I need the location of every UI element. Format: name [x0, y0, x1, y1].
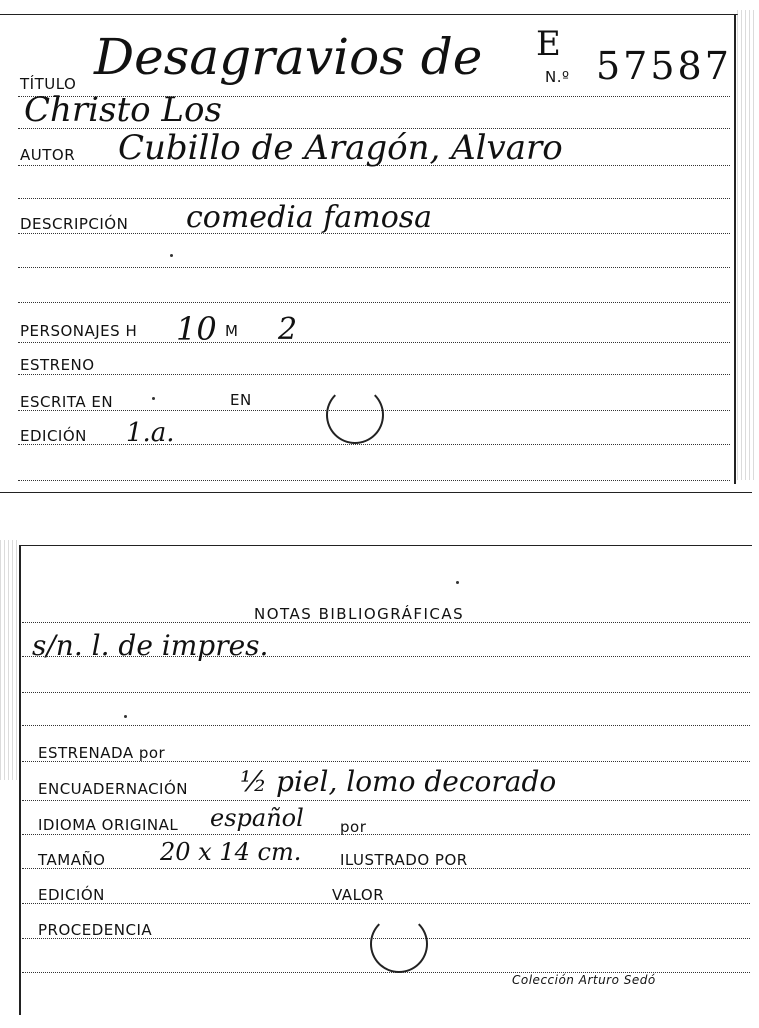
idioma-label: IDIOMA ORIGINAL	[38, 816, 179, 834]
back-card	[0, 495, 759, 1028]
idioma-por-label: por	[340, 818, 367, 836]
personajes-label: PERSONAJES H	[20, 322, 138, 340]
escrita-en-label: ESCRITA EN	[20, 393, 114, 411]
personajes-m-label: M	[225, 322, 239, 340]
notas-value: s/n. l. de impres.	[32, 629, 269, 662]
notas-heading: NOTAS BIBLIOGRÁFICAS	[254, 605, 465, 623]
rule-line	[18, 198, 730, 199]
front-right-border	[734, 14, 736, 484]
ilustrado-label: ILUSTRADO POR	[340, 851, 468, 869]
punch-hole	[326, 386, 384, 444]
procedencia-label: PROCEDENCIA	[38, 921, 153, 939]
rule-line	[22, 725, 750, 726]
descripcion-value: comedia famosa	[186, 200, 433, 235]
coleccion-stamp: Colección Arturo Sedó	[512, 973, 656, 987]
rule-line	[22, 834, 750, 835]
descripcion-label: DESCRIPCIÓN	[20, 215, 129, 233]
titulo-value-line1: Desagravios de	[94, 28, 483, 86]
titulo-label: TÍTULO	[20, 75, 77, 93]
personajes-h-value: 10	[176, 310, 217, 348]
rule-line	[22, 692, 750, 693]
tamano-value: 20 x 14 cm.	[160, 838, 302, 866]
speck	[152, 397, 155, 400]
encuadernacion-value: ½ piel, lomo decorado	[240, 765, 557, 798]
speck	[170, 254, 173, 257]
rule-line	[22, 903, 750, 904]
idioma-value: español	[210, 804, 304, 832]
edicion-value: 1.a.	[126, 418, 175, 448]
rule-line	[18, 342, 730, 343]
edicion-back-label: EDICIÓN	[38, 886, 105, 904]
en-label: EN	[230, 391, 252, 409]
back-edge-texture	[0, 540, 18, 780]
speck	[124, 715, 127, 718]
front-top-border	[0, 14, 738, 15]
titulo-value-line2: Christo Los	[24, 90, 222, 130]
rule-line	[22, 800, 750, 801]
rule-line	[18, 302, 730, 303]
valor-label: VALOR	[332, 886, 385, 904]
front-edge-texture	[737, 10, 757, 480]
marker-letter: E	[536, 24, 561, 64]
numero-label: N.º	[545, 68, 570, 86]
numero-value: 57587	[596, 44, 732, 88]
personajes-m-value: 2	[278, 312, 298, 347]
edicion-label: EDICIÓN	[20, 427, 87, 445]
rule-line	[18, 444, 730, 445]
autor-value: Cubillo de Aragón, Alvaro	[118, 128, 563, 168]
front-card	[0, 0, 759, 495]
rule-line	[18, 480, 730, 481]
back-left-border	[19, 545, 21, 1015]
tamano-label: TAMAÑO	[38, 851, 106, 869]
punch-hole	[370, 915, 428, 973]
estreno-label: ESTRENO	[20, 356, 95, 374]
speck	[456, 581, 459, 584]
rule-line	[18, 374, 730, 375]
estrenada-label: ESTRENADA por	[38, 744, 166, 762]
rule-line	[18, 267, 730, 268]
back-top-border	[20, 545, 752, 546]
front-bottom-edge	[0, 492, 752, 493]
autor-label: AUTOR	[20, 146, 76, 164]
encuadernacion-label: ENCUADERNACIÓN	[38, 780, 189, 798]
